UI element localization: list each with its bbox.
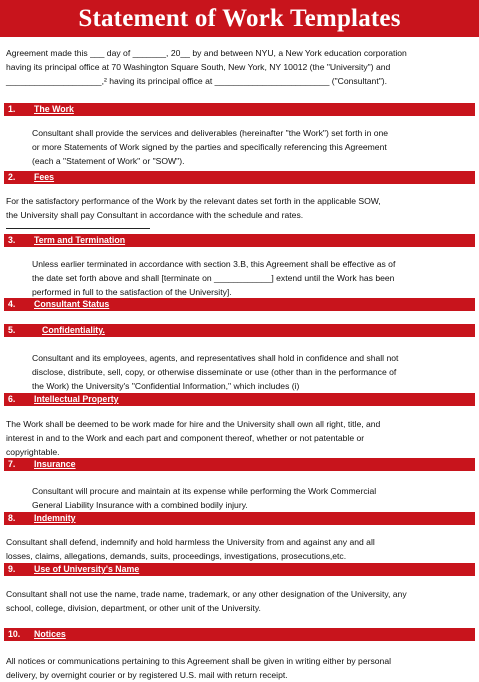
- section-heading-fees: [4, 171, 475, 184]
- section-heading-indemnity: [4, 512, 475, 525]
- section-number: 8.: [8, 513, 16, 523]
- section-number: 1.: [8, 104, 16, 114]
- section-number: 3.: [8, 235, 16, 245]
- page-title: Statement of Work Templates: [0, 0, 479, 37]
- section-title: Notices: [34, 629, 66, 639]
- section-number: 2.: [8, 172, 16, 182]
- section-title: Confidentiality.: [42, 325, 105, 335]
- section-number: 9.: [8, 564, 16, 574]
- section-heading-the-work: [4, 103, 475, 116]
- section-heading-use-of-name: [4, 563, 475, 576]
- section-number: 10.: [8, 629, 21, 639]
- divider-line: [6, 228, 150, 229]
- section-body-the-work: Consultant shall provide the services and deliverables (hereinafter "the Work") set forth in one or more Statements of Work signed by the parties and specifically referencing this Agreement (each a "Statement of Work" or "SOW").: [32, 128, 389, 166]
- agreement-intro: Agreement made this ___ day of _______, 20__ by and between NYU, a New York education corporation having its principal office at 70 Washington Square South, New York, NY 10012 (the "University") and ____________________,² having its principal office at ________________________ ("Consultant").: [6, 48, 407, 86]
- section-heading-confidentiality: [4, 324, 475, 337]
- section-body-fees: For the satisfactory performance of the Work by the relevant dates set forth in the applicable SOW, the University shall pay Consultant in accordance with the schedule and rates.: [6, 196, 381, 220]
- section-number: 5.: [8, 325, 16, 335]
- section-body-notices: All notices or communications pertaining to this Agreement shall be given in writing either by personal delivery, by overnight courier or by registered U.S. mail with return receipt.: [6, 656, 392, 680]
- section-body-insurance: Consultant will procure and maintain at its expense while performing the Work Commercial General Liability Insurance with a combined bodily injury.: [32, 486, 377, 510]
- section-body-intellectual-property: The Work shall be deemed to be work made for hire and the University shall own all right, title, and interest in and to the Work and each part and component thereof, whether or not patentable or copyrightable.: [6, 419, 381, 457]
- section-title: The Work: [34, 104, 74, 114]
- section-title: Use of University's Name: [34, 564, 140, 574]
- section-title: Fees: [34, 172, 55, 182]
- section-title: Term and Termination: [34, 235, 126, 245]
- section-title: Consultant Status: [34, 299, 110, 309]
- section-body-confidentiality: Consultant and its employees, agents, and representatives shall hold in confidence and shall not disclose, distribute, sell, copy, or otherwise disseminate or use (other than in the performance of the Work) the University's "Confidential Information," which includes (i): [32, 353, 399, 391]
- section-title: Indemnity: [34, 513, 76, 523]
- section-number: 4.: [8, 299, 16, 309]
- section-title: Intellectual Property: [34, 394, 119, 404]
- section-number: 7.: [8, 459, 16, 469]
- section-heading-intellectual-property: [4, 393, 475, 406]
- section-title: Insurance: [34, 459, 76, 469]
- section-body-use-of-name: Consultant shall not use the name, trade name, trademark, or any other designation of the University, any school, college, division, department, or other unit of the University.: [6, 589, 407, 613]
- section-heading-insurance: [4, 458, 475, 471]
- section-body-indemnity: Consultant shall defend, indemnify and hold harmless the University from and against any and all losses, claims, allegations, demands, suits, proceedings, investigations, prosecutions,etc.: [6, 537, 375, 561]
- section-body-term-termination: Unless earlier terminated in accordance with section 3.B, this Agreement shall be effective as of the date set forth above and shall [terminate on ____________] extend until the Work has been performed in full to the satisfaction of the University].: [32, 259, 396, 297]
- section-heading-term-termination: [4, 234, 475, 247]
- section-heading-consultant-status: [4, 298, 475, 311]
- section-heading-notices: [4, 628, 475, 641]
- section-number: 6.: [8, 394, 16, 404]
